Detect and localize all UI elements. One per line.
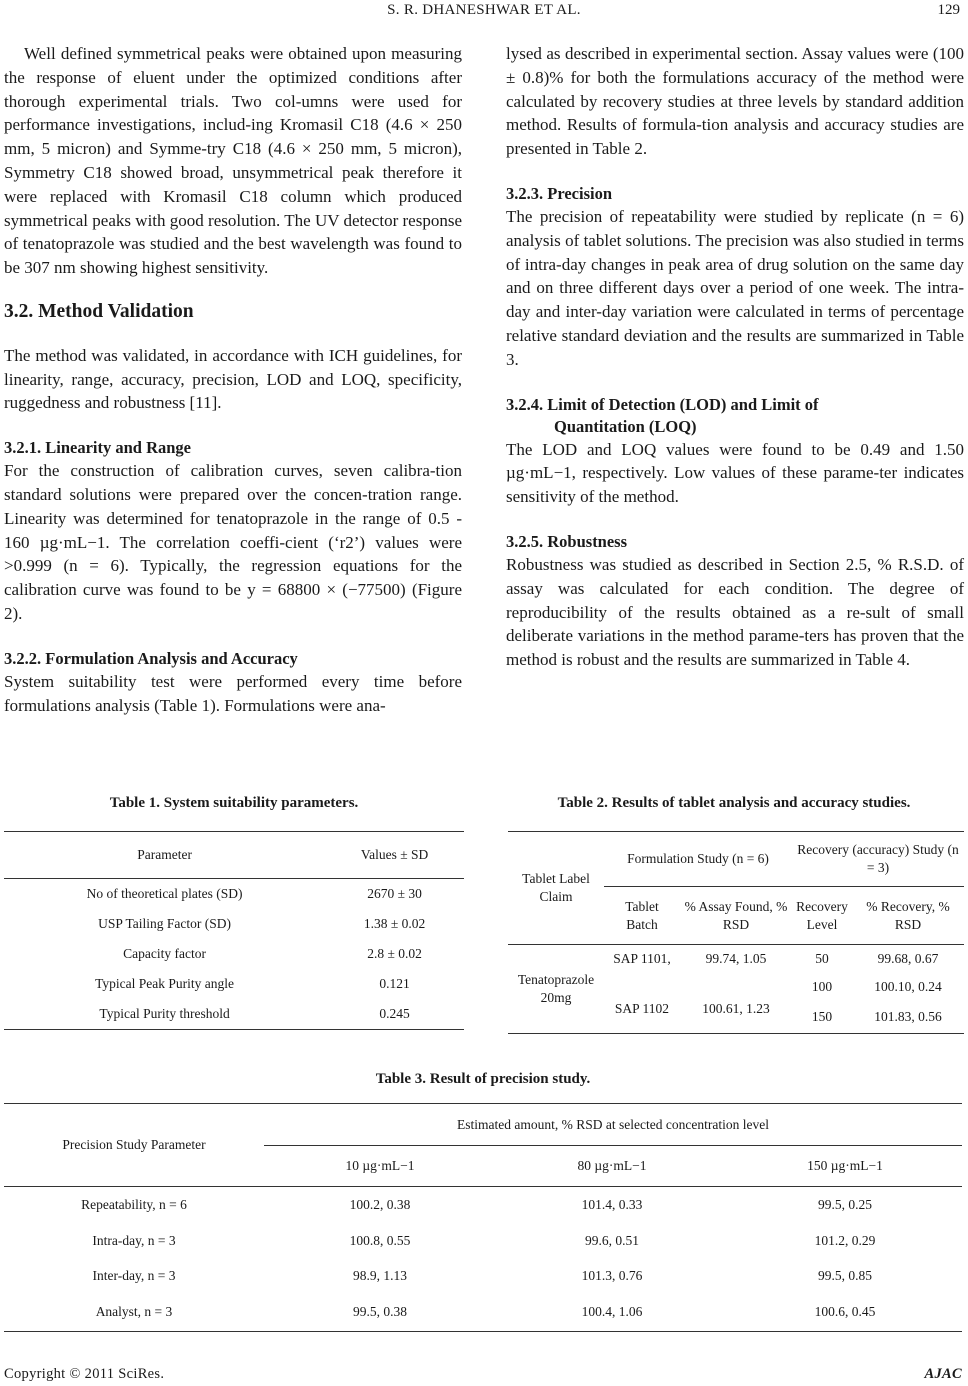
- table-cell: 99.6, 0.51: [585, 1232, 639, 1248]
- right-column: [506, 42, 964, 672]
- table-row: [4, 909, 464, 939]
- table-row: [4, 1187, 962, 1224]
- table-cell: 99.5, 0.38: [264, 1293, 496, 1332]
- table-row: [508, 945, 964, 974]
- table1: [4, 831, 464, 1030]
- section-heading: 3.2. Method Validation: [4, 300, 194, 322]
- table-cell: 101.3, 0.76: [581, 1267, 643, 1283]
- table-header-cell: Recovery Level: [792, 887, 852, 945]
- paragraph: The LOD and LOQ values were found to be 0.49 and 1.50 µg·mL−1, respectively. Low values of these parame-ter indicates sensitivity of the method.: [506, 439, 964, 507]
- table-cell: SAP 1101,: [613, 951, 671, 966]
- subsection-heading-line1: 3.2.4. Limit of Detection (LOD) and Limit of: [506, 394, 819, 414]
- table-cell: Intra-day, n = 3: [92, 1232, 176, 1248]
- table-header-cell: Tablet Label Claim: [508, 832, 604, 945]
- table-cell: 99.74, 1.05: [705, 951, 767, 966]
- table-header-cell: % Assay Found, % RSD: [680, 887, 792, 945]
- table-cell: 1.38 ± 0.02: [363, 916, 426, 931]
- table-header-cell: Parameter: [4, 832, 325, 879]
- table-cell: USP Tailing Factor (SD): [98, 916, 232, 931]
- table-row: [4, 969, 464, 999]
- table-cell: Analyst, n = 3: [4, 1293, 264, 1332]
- table-row: [4, 999, 464, 1030]
- table-header-cell: 10 µg·mL−1: [264, 1146, 496, 1187]
- paragraph: The precision of repeatability were studied by replicate (n = 6) analysis of tablet solutions. The precision was also studied in terms of intra-day changes in peak area of drug solution on the same day and on three different days over a period of one week. The intra-day and inter-day variation were calculated in terms of percentage relative standard deviation and the results are summarized in Table 3.: [506, 206, 964, 369]
- table-cell: 150: [792, 1001, 852, 1034]
- table-cell: 2.8 ± 0.02: [367, 946, 422, 961]
- table-cell: 0.245: [325, 999, 464, 1030]
- table2-caption: Table 2. Results of tablet analysis and accuracy studies.: [557, 795, 911, 811]
- paragraph: The method was validated, in accordance with ICH guidelines, for linearity, range, accuracy, precision, LOD and LOQ, specificity, ruggedness and robustness [11].: [4, 345, 462, 413]
- subsection-heading: 3.2.5. Robustness: [506, 531, 628, 551]
- table-cell: 101.4, 0.33: [581, 1197, 643, 1212]
- table-header-cell: 150 µg·mL−1: [728, 1146, 962, 1187]
- table-row: [4, 1223, 962, 1258]
- table-cell: 101.2, 0.29: [814, 1232, 876, 1248]
- table-cell: 100.2, 0.38: [349, 1197, 411, 1212]
- table-cell: 100: [811, 979, 833, 994]
- subsection-heading: 3.2.1. Linearity and Range: [4, 438, 192, 458]
- journal-name: AJAC: [924, 1366, 962, 1382]
- table-cell: Tenatoprazole 20mg: [508, 945, 604, 1034]
- page-footer: [4, 1366, 962, 1383]
- table-header-cell: Tablet Batch: [604, 887, 680, 945]
- table1-caption: Table 1. System suitability parameters.: [109, 795, 359, 811]
- table-header-cell: 80 µg·mL−1: [496, 1146, 728, 1187]
- paragraph: For the construction of calibration curves, seven calibra-tion standard solutions were prepared over the concen-tration range. Linearity was determined for tenatoprazole in the range of 0.5 - 160 µg·mL−1. The correlation coeffi-cient (‘r2’) values were >0.999 (n = 6). Typically, the regression equations for the calibration curve was found to be y = 68800 × (−77500) (Figure 2).: [4, 461, 462, 623]
- table-cell: 100.6, 0.45: [728, 1293, 962, 1332]
- table-cell: 100.8, 0.55: [349, 1232, 411, 1248]
- table-header-cell: Formulation Study (n = 6): [604, 832, 792, 887]
- table-cell: 101.83, 0.56: [852, 1001, 964, 1034]
- table-header-cell: Precision Study Parameter: [4, 1104, 264, 1187]
- subsection-heading: 3.2.2. Formulation Analysis and Accuracy: [4, 648, 298, 668]
- paragraph: lysed as described in experimental section. Assay values were (100 ± 0.8)% for both the formulations accuracy of the method were calculated by recovery studies at three levels by standard addition method. Results of formula-tion analysis and accuracy studies are presented in Table 2.: [506, 44, 964, 159]
- table-row: [4, 1293, 962, 1332]
- table-header-cell: Estimated amount, % RSD at selected concentration level: [264, 1104, 962, 1146]
- table-cell: 99.68, 0.67: [877, 951, 939, 966]
- table-header-cell: Recovery (accuracy) Study (n = 3): [792, 832, 964, 887]
- subsection-heading: [506, 394, 964, 438]
- subsection-heading-line2: Quantitation (LOQ): [554, 416, 697, 436]
- table-cell: 99.5, 0.85: [818, 1267, 872, 1283]
- table-cell: No of theoretical plates (SD): [86, 886, 243, 901]
- table-row: [4, 939, 464, 969]
- table-cell: Typical Peak Purity angle: [95, 976, 235, 991]
- page-number: 129: [937, 2, 960, 18]
- table-header-cell: Values ± SD: [325, 832, 464, 879]
- page-header: [0, 0, 968, 24]
- table-cell: Capacity factor: [123, 946, 206, 961]
- table-cell: Typical Purity threshold: [4, 999, 325, 1030]
- table-header-cell: % Recovery, % RSD: [852, 887, 964, 945]
- running-title: S. R. DHANESHWAR ET AL.: [387, 2, 581, 18]
- table-cell: 100.4, 1.06: [496, 1293, 728, 1332]
- table-row: [4, 879, 464, 910]
- table-cell: 50: [815, 951, 829, 966]
- table2: [508, 831, 964, 1034]
- table-cell: 99.5, 0.25: [818, 1197, 872, 1212]
- table-cell: SAP 1102: [604, 1001, 680, 1034]
- paragraph: System suitability test were performed every time before formulations analysis (Table 1). Formulations were ana-: [4, 671, 462, 715]
- table-cell: 0.121: [379, 976, 410, 991]
- left-column: [4, 42, 462, 717]
- copyright-text: Copyright © 2011 SciRes.: [4, 1366, 165, 1382]
- table-cell: Inter-day, n = 3: [92, 1267, 176, 1283]
- paragraph: Robustness was studied as described in Section 2.5, % R.S.D. of assay was calculated for each condition. The degree of reproducibility of the results obtained as a re-sult of small deliberate variations in the method parame-ters has proven that the method is robust and the results are summarized in Table 4.: [506, 554, 964, 670]
- table-cell: 98.9, 1.13: [353, 1267, 407, 1283]
- table-cell: Repeatability, n = 6: [81, 1197, 187, 1212]
- table-row: [4, 1258, 962, 1293]
- table-cell: 100.61, 1.23: [680, 1001, 792, 1034]
- subsection-heading: 3.2.3. Precision: [506, 183, 613, 203]
- paragraph: Well defined symmetrical peaks were obtained upon measuring the response of eluent under the optimized conditions after thorough experimental trials. Two col-umns were used for performance investigations, includ-ing Kromasil C18 (4.6 × 250 mm, 5 micron) and Symme-try C18 (4.6 × 250 mm, 5 micron), Symmetry C18 showed broad, unsymmetrical peak therefore it were replaced with Kromasil C18 column which produced symmetrical peaks with good resolution. The UV detector response of tenatoprazole was studied and the best wavelength was found to be 307 nm showing highest sensitivity.: [4, 44, 462, 278]
- table-cell: 100.10, 0.24: [874, 979, 942, 994]
- table-cell: 2670 ± 30: [367, 886, 422, 901]
- table3: [4, 1103, 962, 1332]
- table3-caption: Table 3. Result of precision study.: [375, 1071, 591, 1087]
